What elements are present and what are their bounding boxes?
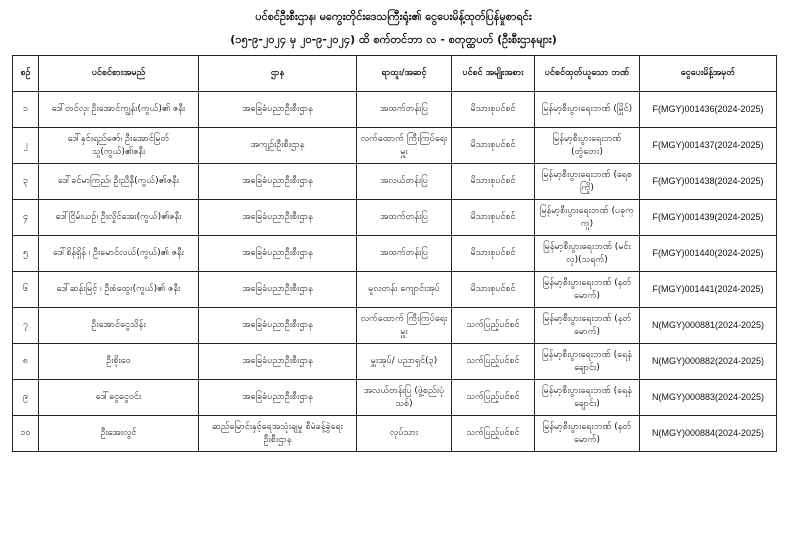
cell-rank: အထက်တန်းပြ [357,236,452,272]
cell-department: အခြေခံပညာဦးစီးဌာန [199,272,357,308]
cell-serial: ၈ [13,344,39,380]
cell-serial: ၁ [13,92,39,128]
col-header-department: ဌာန [199,56,357,92]
col-header-bank: ပင်စင်ထုတ်ယူသော ဘဏ် [535,56,640,92]
cell-bank: မြန်မာ့စီးပွားရေးဘဏ် (နတ်မောက်) [535,416,640,452]
cell-license-no: N(MGY)000882(2024-2025) [640,344,777,380]
table-row [13,200,777,236]
cell-serial: ၅ [13,236,39,272]
cell-name: ဒေါ်ခင်မာကြည်၊ ဦးညီနီ(ကွယ်)၏ဇနီး [39,164,199,200]
cell-serial: ၂ [13,128,39,164]
table-row [13,128,777,164]
cell-rank: အလယ်တန်းပြ [357,164,452,200]
cell-bank: မြန်မာ့စီးပွားရေးဘဏ် (နတ်မောက်) [535,272,640,308]
cell-pension-type: သက်ပြည့်ပင်စင် [452,308,535,344]
cell-department: အကျဉ်းဦးစီးဌာန [199,128,357,164]
col-header-serial: စဉ် [13,56,39,92]
page-title: ပင်စင်ဦးစီးဌာန၊ မကွေးတိုင်းဒေသကြီးရုံး၏ ငွေပေးမိန့်ထုတ်ပြန်မှုစာရင်း [255,10,532,23]
cell-pension-type: သက်ပြည့်ပင်စင် [452,380,535,416]
cell-license-no: F(MGY)001437(2024-2025) [640,128,777,164]
cell-license-no: F(MGY)001441(2024-2025) [640,272,777,308]
cell-serial: ၃ [13,164,39,200]
cell-pension-type: သက်ပြည့်ပင်စင် [452,416,535,452]
cell-pension-type: မိသားစုပင်စင် [452,236,535,272]
cell-license-no: N(MGY)000883(2024-2025) [640,380,777,416]
cell-pension-type: မိသားစုပင်စင် [452,164,535,200]
cell-bank: မြန်မာ့စီးပွားရေးဘဏ် (နတ်မောက်) [535,308,640,344]
cell-rank: အထက်တန်းပြ [357,200,452,236]
cell-bank: မြန်မာ့စီးပွားရေးဘဏ် (ပခုက္ကူ) [535,200,640,236]
col-header-license-no: ငွေပေးမိန့်အမှတ် [640,56,777,92]
cell-serial: ၆ [13,272,39,308]
cell-serial: ၉ [13,380,39,416]
cell-bank: မြန်မာ့စီးပွားရေးဘဏ် (မြိုင်) [535,92,640,128]
cell-rank: အထက်တန်းပြ [357,92,452,128]
table-row [13,164,777,200]
cell-rank: လက်ထောက် ကြီးကြပ်ရေးမှူး [357,308,452,344]
cell-bank: မြန်မာ့စီးပွားရေးဘဏ် (ရေနံချောင်း) [535,344,640,380]
cell-department: ဆည်မြောင်းနှင့်ရေအသုံးချမှု စီမံခန့်ခွဲရေးဦးစီးဌာန [199,416,357,452]
cell-license-no: F(MGY)001439(2024-2025) [640,200,777,236]
cell-serial: ၇ [13,308,39,344]
cell-bank: မြန်မာ့စီးပွားရေးဘဏ် (တွံတေး) [535,128,640,164]
cell-rank: လက်ထောက် ကြီးကြပ်ရေးမှူး [357,128,452,164]
cell-pension-type: မိသားစုပင်စင် [452,92,535,128]
cell-license-no: F(MGY)001436(2024-2025) [640,92,777,128]
table-row [13,308,777,344]
cell-name: ဦးအေးလွင် [39,416,199,452]
cell-name: ဒေါ်စိန်ရှိန် ၊ ဦးမောင်လယ်(ကွယ်)၏ ဇနီး [39,236,199,272]
cell-rank: မူလတန်း ကျောင်းအုပ် [357,272,452,308]
cell-name: ဒေါ်တင်လှ၊ ဦးအောင်ကျွန်း(ကွယ်)၏ ဇနီး [39,92,199,128]
cell-name: ဦးအောင်ငွေသိန်း [39,308,199,344]
cell-name: ဒေါ်နှင်းရည်ဇော်၊ ဦးအောင်မြတ်သူ(ကွယ်)၏ဇနီး [39,128,199,164]
table-row [13,92,777,128]
cell-name: ဒေါ်ငွေငွေဝင်း [39,380,199,416]
cell-pension-type: မိသားစုပင်စင် [452,128,535,164]
table-row [13,344,777,380]
cell-department: အခြေခံပညာဦးစီးဌာန [199,380,357,416]
cell-license-no: F(MGY)001440(2024-2025) [640,236,777,272]
table-row [13,272,777,308]
cell-department: အခြေခံပညာဦးစီးဌာန [199,92,357,128]
cell-license-no: N(MGY)000881(2024-2025) [640,308,777,344]
cell-pension-type: မိသားစုပင်စင် [452,272,535,308]
cell-name: ဦးစိုးဝေ [39,344,199,380]
col-header-name: ပင်စင်စားအမည် [39,56,199,92]
cell-serial: ၄ [13,200,39,236]
cell-rank: မှူးအုပ်/ ပညာရှင်(၃) [357,344,452,380]
cell-license-no: F(MGY)001438(2024-2025) [640,164,777,200]
cell-pension-type: မိသားစုပင်စင် [452,200,535,236]
cell-name: ဒေါ်ငြိမ်းယဉ်၊ ဦးလှိုင်အေး(ကွယ်)၏ဇနီး [39,200,199,236]
cell-department: အခြေခံပညာဦးစီးဌာန [199,308,357,344]
cell-department: အခြေခံပညာဦးစီးဌာန [199,236,357,272]
table-row [13,236,777,272]
cell-serial: ၁၀ [13,416,39,452]
cell-bank: မြန်မာ့စီးပွားရေးဘဏ် (ရေနံချောင်း) [535,380,640,416]
cell-license-no: N(MGY)000884(2024-2025) [640,416,777,452]
table-row [13,416,777,452]
cell-bank: မြန်မာ့စီးပွားရေးဘဏ် (ရေစကြို) [535,164,640,200]
cell-department: အခြေခံပညာဦးစီးဌာန [199,344,357,380]
cell-pension-type: သက်ပြည့်ပင်စင် [452,344,535,380]
cell-name: ဒေါ်ဆန်းမြင့် ၊ ဦးစံထွေး(ကွယ်)၏ ဇနီး [39,272,199,308]
cell-department: အခြေခံပညာဦးစီးဌာန [199,164,357,200]
cell-bank: မြန်မာ့စီးပွားရေးဘဏ် (မင်းလှ)(သရက်) [535,236,640,272]
table-row [13,380,777,416]
cell-department: အခြေခံပညာဦးစီးဌာန [199,200,357,236]
pension-table [12,55,777,452]
cell-rank: လုပ်သား [357,416,452,452]
col-header-rank: ရာထူး/အဆင့် [357,56,452,92]
cell-rank: အလယ်တန်းပြ (ဖွဲ့စည်းပုံသစ်) [357,380,452,416]
col-header-pension-type: ပင်စင် အမျိုးအစား [452,56,535,92]
page-subtitle: (၁၅-၉-၂၀၂၄ မှ ၂၀-၉-၂၀၂၄) ထိ စက်တင်ဘာ လ - စတုတ္ထပတ် (ဦးစီးဌာနများ) [230,33,557,46]
table-header-row [13,56,777,92]
